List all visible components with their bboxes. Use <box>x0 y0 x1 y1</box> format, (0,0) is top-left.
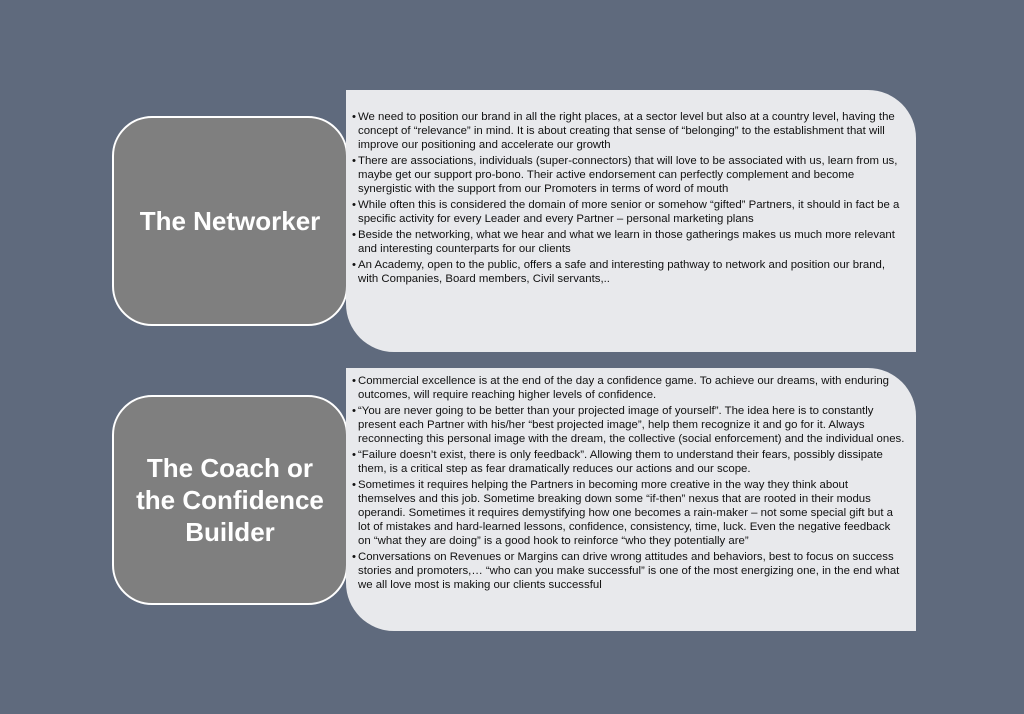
bullet-item: • Sometimes it requires helping the Partners in becoming more creative in the way they think about themselves and this job. Sometime breaking down some “if-then” nexus that are rooted in their modus operandi. Sometimes it requires demystifying how one becomes a rain-maker – not some special gift but a lot of mistakes and hard-learned lessons, confidence, consistency, time, luck. Even the negative feedback on “what they are doing” is a good hook to reinforce “who they potentially are” <box>352 478 906 548</box>
bullet-item: • “Failure doesn’t exist, there is only feedback”. Allowing them to understand their fears, possibly dissipate them, is a critical step as fear dramatically reduces our actions and our scope. <box>352 448 906 476</box>
bullet-list <box>352 110 906 286</box>
bullet-item: • Commercial excellence is at the end of the day a confidence game. To achieve our dreams, with enduring outcomes, will require reaching higher levels of confidence. <box>352 374 906 402</box>
section-text-box <box>346 90 916 352</box>
bullet-item: • We need to position our brand in all the right places, at a sector level but also at a country level, having the concept of “relevance” in mind. It is about creating that sense of “belonging” to the establishment that will improve our positioning and accelerate our growth <box>352 110 906 152</box>
bullet-list <box>352 374 906 592</box>
bullet-item: • An Academy, open to the public, offers a safe and interesting pathway to network and position our brand, with Companies, Board members, Civil servants,.. <box>352 258 906 286</box>
bullet-item: • There are associations, individuals (super-connectors) that will love to be associated with us, learn from us, maybe get our support pro-bono. Their active endorsement can perfectly complement and become synergistic with the support from our Promoters in terms of word of mouth <box>352 154 906 196</box>
section-title: The Networker <box>139 206 321 236</box>
section-title-box <box>112 116 348 326</box>
bullet-item: • “You are never going to be better than your projected image of yourself”. The idea here is to constantly present each Partner with his/her “best projected image”, help them recognize it and go for it. Always reconnecting this personal image with the dream, the collective (social enforcement) and the individual ones. <box>352 404 906 446</box>
section-text-box <box>346 368 916 631</box>
section-title-box <box>112 395 348 605</box>
section-title: The Coach or the Confidence Builder <box>136 453 324 547</box>
bullet-item: • While often this is considered the domain of more senior or somehow “gifted” Partners, it should in fact be a specific activity for every Leader and every Partner – personal marketing plans <box>352 198 906 226</box>
bullet-item: • Conversations on Revenues or Margins can drive wrong attitudes and behaviors, best to focus on success stories and promoters,… “who can you make successful” is one of the most energizing one, in the end what we all love most is making our clients successful <box>352 550 906 592</box>
bullet-item: • Beside the networking, what we hear and what we learn in those gatherings makes us much more relevant and interesting counterparts for our clients <box>352 228 906 256</box>
